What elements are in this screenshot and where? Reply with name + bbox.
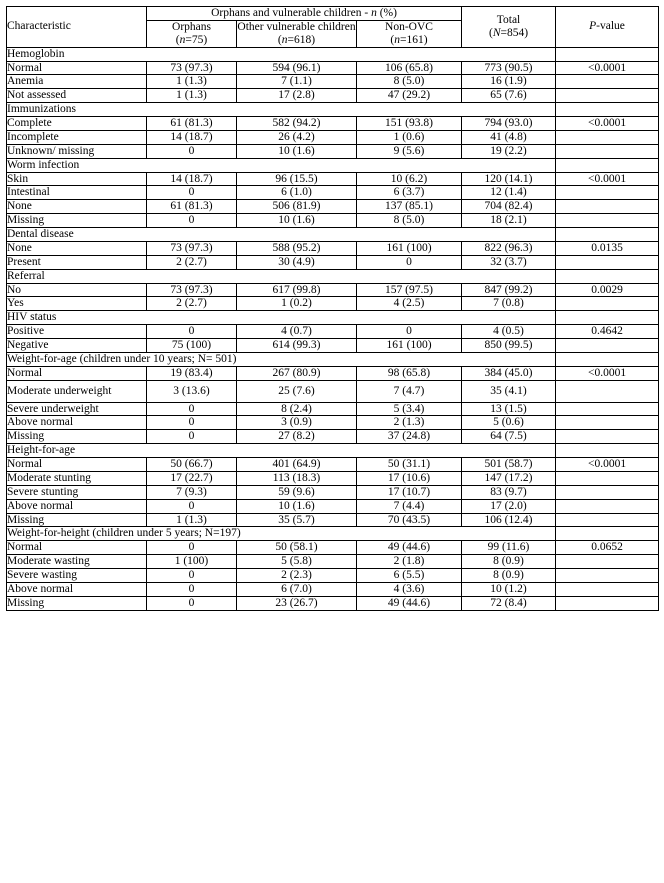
- cell-nonovc: 0: [357, 325, 462, 339]
- cell-orphans: 0: [147, 416, 237, 430]
- table-row: [7, 186, 659, 200]
- section-pvalue-spacer: [556, 527, 659, 541]
- section-title: Referral: [7, 269, 556, 283]
- table-row: [7, 569, 659, 583]
- header-col-nonovc: [357, 20, 462, 47]
- row-label: Normal: [7, 541, 147, 555]
- cell-total: 19 (2.2): [462, 144, 556, 158]
- header-total-line2: (N=854): [488, 26, 529, 39]
- cell-pvalue: [556, 214, 659, 228]
- cell-pvalue: [556, 430, 659, 444]
- cell-nonovc: 10 (6.2): [357, 172, 462, 186]
- cell-other: 10 (1.6): [237, 499, 357, 513]
- header-col-orphans-n-italic: n: [179, 33, 186, 46]
- cell-pvalue: [556, 582, 659, 596]
- table-row: [7, 555, 659, 569]
- header-col-nonovc-n-italic: n: [394, 33, 401, 46]
- header-col-orphans-n-value: =75): [185, 33, 208, 46]
- cell-total: 384 (45.0): [462, 366, 556, 380]
- cell-pvalue: [556, 89, 659, 103]
- section-header-row: [7, 444, 659, 458]
- row-label: Severe wasting: [7, 569, 147, 583]
- cell-orphans: 0: [147, 596, 237, 610]
- cell-pvalue: [556, 555, 659, 569]
- cell-orphans: 19 (83.4): [147, 366, 237, 380]
- cell-pvalue: <0.0001: [556, 117, 659, 131]
- cell-nonovc: 137 (85.1): [357, 200, 462, 214]
- cell-total: 147 (17.2): [462, 471, 556, 485]
- cell-pvalue: <0.0001: [556, 61, 659, 75]
- cell-total: 4 (0.5): [462, 325, 556, 339]
- table-row: [7, 430, 659, 444]
- cell-nonovc: 6 (3.7): [357, 186, 462, 200]
- cell-total: 13 (1.5): [462, 402, 556, 416]
- table-row: [7, 325, 659, 339]
- cell-nonovc: 17 (10.7): [357, 485, 462, 499]
- row-label: Yes: [7, 297, 147, 311]
- cell-orphans: 1 (1.3): [147, 75, 237, 89]
- cell-other: 26 (4.2): [237, 130, 357, 144]
- header-col-other-n-value: =618): [287, 33, 316, 46]
- cell-total: 773 (90.5): [462, 61, 556, 75]
- section-pvalue-spacer: [556, 444, 659, 458]
- cell-other: 2 (2.3): [237, 569, 357, 583]
- cell-nonovc: 7 (4.4): [357, 499, 462, 513]
- section-header-row: [7, 47, 659, 61]
- cell-orphans: 2 (2.7): [147, 255, 237, 269]
- cell-orphans: 17 (22.7): [147, 471, 237, 485]
- table-row: [7, 380, 659, 402]
- table-row: [7, 200, 659, 214]
- cell-nonovc: 4 (3.6): [357, 582, 462, 596]
- section-title: Height-for-age: [7, 444, 556, 458]
- table-row: [7, 61, 659, 75]
- cell-total: 83 (9.7): [462, 485, 556, 499]
- row-label: Missing: [7, 596, 147, 610]
- cell-orphans: 73 (97.3): [147, 283, 237, 297]
- cell-other: 6 (7.0): [237, 582, 357, 596]
- section-title: Dental disease: [7, 228, 556, 242]
- cell-pvalue: [556, 499, 659, 513]
- section-pvalue-spacer: [556, 352, 659, 366]
- cell-total: 8 (0.9): [462, 569, 556, 583]
- header-row-top: [7, 7, 659, 21]
- cell-nonovc: 4 (2.5): [357, 297, 462, 311]
- cell-other: 27 (8.2): [237, 430, 357, 444]
- table-row: [7, 297, 659, 311]
- cell-orphans: 1 (1.3): [147, 513, 237, 527]
- header-group-ovc: [147, 7, 462, 21]
- row-label: Present: [7, 255, 147, 269]
- table-row: [7, 144, 659, 158]
- cell-total: 35 (4.1): [462, 380, 556, 402]
- cell-other: 401 (64.9): [237, 458, 357, 472]
- cell-orphans: 14 (18.7): [147, 172, 237, 186]
- cell-orphans: 0: [147, 144, 237, 158]
- header-total-value: =854): [500, 26, 529, 39]
- cell-pvalue: [556, 596, 659, 610]
- table-row: [7, 416, 659, 430]
- cell-nonovc: 5 (3.4): [357, 402, 462, 416]
- header-characteristic: Characteristic: [7, 7, 147, 48]
- cell-orphans: 0: [147, 186, 237, 200]
- cell-orphans: 75 (100): [147, 339, 237, 353]
- section-pvalue-spacer: [556, 269, 659, 283]
- cell-nonovc: 157 (97.5): [357, 283, 462, 297]
- cell-orphans: 7 (9.3): [147, 485, 237, 499]
- section-pvalue-spacer: [556, 103, 659, 117]
- header-col-other-n: (n=618): [277, 33, 316, 46]
- row-label: None: [7, 200, 147, 214]
- cell-other: 10 (1.6): [237, 144, 357, 158]
- cell-total: 704 (82.4): [462, 200, 556, 214]
- row-label: Skin: [7, 172, 147, 186]
- cell-pvalue: [556, 416, 659, 430]
- cell-orphans: 0: [147, 325, 237, 339]
- table-row: [7, 255, 659, 269]
- row-label: No: [7, 283, 147, 297]
- cell-orphans: 0: [147, 569, 237, 583]
- row-label: Missing: [7, 430, 147, 444]
- cell-other: 7 (1.1): [237, 75, 357, 89]
- cell-total: 10 (1.2): [462, 582, 556, 596]
- cell-nonovc: 49 (44.6): [357, 541, 462, 555]
- cell-total: 8 (0.9): [462, 555, 556, 569]
- cell-orphans: 2 (2.7): [147, 297, 237, 311]
- cell-pvalue: [556, 402, 659, 416]
- cell-nonovc: 37 (24.8): [357, 430, 462, 444]
- cell-nonovc: 151 (93.8): [357, 117, 462, 131]
- row-label: Unknown/ missing: [7, 144, 147, 158]
- cell-pvalue: [556, 186, 659, 200]
- cell-orphans: 1 (100): [147, 555, 237, 569]
- cell-orphans: 73 (97.3): [147, 241, 237, 255]
- cell-nonovc: 8 (5.0): [357, 75, 462, 89]
- cell-pvalue: [556, 485, 659, 499]
- cell-other: 50 (58.1): [237, 541, 357, 555]
- table-row: [7, 283, 659, 297]
- cell-total: 99 (11.6): [462, 541, 556, 555]
- cell-nonovc: 9 (5.6): [357, 144, 462, 158]
- cell-total: 65 (7.6): [462, 89, 556, 103]
- cell-nonovc: 70 (43.5): [357, 513, 462, 527]
- cell-orphans: 73 (97.3): [147, 61, 237, 75]
- cell-other: 8 (2.4): [237, 402, 357, 416]
- row-label: Normal: [7, 366, 147, 380]
- cell-nonovc: 7 (4.7): [357, 380, 462, 402]
- cell-pvalue: [556, 380, 659, 402]
- cell-orphans: 0: [147, 214, 237, 228]
- cell-other: 30 (4.9): [237, 255, 357, 269]
- header-pvalue-rest: -value: [596, 20, 625, 33]
- cell-other: 59 (9.6): [237, 485, 357, 499]
- table-row: [7, 117, 659, 131]
- cell-nonovc: 106 (65.8): [357, 61, 462, 75]
- cell-other: 96 (15.5): [237, 172, 357, 186]
- table-row: [7, 499, 659, 513]
- section-header-row: [7, 158, 659, 172]
- cell-other: 10 (1.6): [237, 214, 357, 228]
- cell-orphans: 0: [147, 582, 237, 596]
- row-label: Negative: [7, 339, 147, 353]
- cell-orphans: 1 (1.3): [147, 89, 237, 103]
- cell-nonovc: 0: [357, 255, 462, 269]
- cell-pvalue: <0.0001: [556, 172, 659, 186]
- table-row: [7, 582, 659, 596]
- row-label: Above normal: [7, 416, 147, 430]
- cell-pvalue: <0.0001: [556, 366, 659, 380]
- table-header: [7, 7, 659, 48]
- header-pvalue-p: P: [589, 20, 597, 33]
- cell-nonovc: 8 (5.0): [357, 214, 462, 228]
- row-label: Normal: [7, 458, 147, 472]
- row-label: Anemia: [7, 75, 147, 89]
- cell-other: 614 (99.3): [237, 339, 357, 353]
- cell-total: 120 (14.1): [462, 172, 556, 186]
- table-row: [7, 172, 659, 186]
- cell-nonovc: 161 (100): [357, 339, 462, 353]
- section-header-row: [7, 103, 659, 117]
- table-row: [7, 214, 659, 228]
- cell-pvalue: <0.0001: [556, 458, 659, 472]
- cell-pvalue: [556, 75, 659, 89]
- row-label: Not assessed: [7, 89, 147, 103]
- row-label: Intestinal: [7, 186, 147, 200]
- cell-other: 3 (0.9): [237, 416, 357, 430]
- cell-total: 106 (12.4): [462, 513, 556, 527]
- row-label: Severe underweight: [7, 402, 147, 416]
- section-pvalue-spacer: [556, 228, 659, 242]
- cell-total: 501 (58.7): [462, 458, 556, 472]
- cell-nonovc: 161 (100): [357, 241, 462, 255]
- table-row: [7, 513, 659, 527]
- row-label: Missing: [7, 513, 147, 527]
- cell-total: 18 (2.1): [462, 214, 556, 228]
- header-total-line1: Total: [496, 13, 521, 26]
- table-row: [7, 339, 659, 353]
- cell-other: 617 (99.8): [237, 283, 357, 297]
- section-pvalue-spacer: [556, 158, 659, 172]
- section-pvalue-spacer: [556, 311, 659, 325]
- cell-pvalue: [556, 297, 659, 311]
- cell-pvalue: 0.4642: [556, 325, 659, 339]
- cell-orphans: 14 (18.7): [147, 130, 237, 144]
- cell-other: 588 (95.2): [237, 241, 357, 255]
- table-row: [7, 541, 659, 555]
- table-row: [7, 458, 659, 472]
- section-title: Hemoglobin: [7, 47, 556, 61]
- cell-other: 23 (26.7): [237, 596, 357, 610]
- cell-pvalue: 0.0029: [556, 283, 659, 297]
- section-title: Weight-for-height (children under 5 years; N=197): [7, 527, 556, 541]
- cell-nonovc: 1 (0.6): [357, 130, 462, 144]
- cell-orphans: 61 (81.3): [147, 200, 237, 214]
- cell-other: 1 (0.2): [237, 297, 357, 311]
- cell-nonovc: 47 (29.2): [357, 89, 462, 103]
- cell-other: 506 (81.9): [237, 200, 357, 214]
- cell-other: 35 (5.7): [237, 513, 357, 527]
- row-label: Normal: [7, 61, 147, 75]
- row-label: Above normal: [7, 499, 147, 513]
- cell-nonovc: 2 (1.8): [357, 555, 462, 569]
- section-header-row: [7, 228, 659, 242]
- section-header-row: [7, 527, 659, 541]
- cell-nonovc: 17 (10.6): [357, 471, 462, 485]
- cell-orphans: 0: [147, 541, 237, 555]
- cell-pvalue: [556, 471, 659, 485]
- table-row: [7, 130, 659, 144]
- row-label: Positive: [7, 325, 147, 339]
- cell-other: 4 (0.7): [237, 325, 357, 339]
- cell-nonovc: 49 (44.6): [357, 596, 462, 610]
- cell-total: 72 (8.4): [462, 596, 556, 610]
- cell-other: 5 (5.8): [237, 555, 357, 569]
- cell-total: 822 (96.3): [462, 241, 556, 255]
- table-row: [7, 89, 659, 103]
- cell-total: 41 (4.8): [462, 130, 556, 144]
- header-col-orphans-n: (n=75): [175, 33, 208, 46]
- cell-pvalue: [556, 130, 659, 144]
- cell-pvalue: [556, 339, 659, 353]
- section-title: Weight-for-age (children under 10 years; N= 501): [7, 352, 556, 366]
- header-group-ovc-text1: Orphans and vulnerable children -: [211, 7, 372, 19]
- cell-other: 113 (18.3): [237, 471, 357, 485]
- section-header-row: [7, 352, 659, 366]
- header-col-orphans-label: Orphans: [172, 20, 211, 33]
- cell-pvalue: 0.0135: [556, 241, 659, 255]
- section-title: Worm infection: [7, 158, 556, 172]
- row-label: Severe stunting: [7, 485, 147, 499]
- header-group-ovc-n: n: [371, 7, 377, 19]
- row-label: Moderate underweight: [7, 380, 147, 402]
- cell-total: 7 (0.8): [462, 297, 556, 311]
- row-label: Incomplete: [7, 130, 147, 144]
- cell-pvalue: [556, 200, 659, 214]
- cell-other: 582 (94.2): [237, 117, 357, 131]
- cell-orphans: 0: [147, 430, 237, 444]
- header-group-ovc-text2: (%): [376, 7, 397, 19]
- cell-orphans: 3 (13.6): [147, 380, 237, 402]
- row-label: Above normal: [7, 582, 147, 596]
- cell-total: 32 (3.7): [462, 255, 556, 269]
- cell-pvalue: [556, 255, 659, 269]
- cell-total: 794 (93.0): [462, 117, 556, 131]
- row-label: Moderate wasting: [7, 555, 147, 569]
- cell-other: 25 (7.6): [237, 380, 357, 402]
- row-label: Missing: [7, 214, 147, 228]
- header-total: [462, 7, 556, 48]
- section-header-row: [7, 311, 659, 325]
- row-label: Complete: [7, 117, 147, 131]
- cell-pvalue: [556, 513, 659, 527]
- header-col-other: [237, 20, 357, 47]
- header-total-n: N: [492, 26, 501, 39]
- statistics-table: [6, 6, 659, 611]
- cell-pvalue: [556, 144, 659, 158]
- section-title: Immunizations: [7, 103, 556, 117]
- cell-pvalue: [556, 569, 659, 583]
- section-pvalue-spacer: [556, 47, 659, 61]
- cell-pvalue: 0.0652: [556, 541, 659, 555]
- table-body: [7, 47, 659, 610]
- header-col-other-label: Other vulnerable children: [237, 20, 356, 33]
- table-row: [7, 366, 659, 380]
- cell-total: 16 (1.9): [462, 75, 556, 89]
- cell-total: 17 (2.0): [462, 499, 556, 513]
- cell-orphans: 61 (81.3): [147, 117, 237, 131]
- header-col-other-n-italic: n: [281, 33, 288, 46]
- cell-other: 267 (80.9): [237, 366, 357, 380]
- header-col-nonovc-n-value: =161): [400, 33, 428, 46]
- cell-total: 12 (1.4): [462, 186, 556, 200]
- cell-orphans: 0: [147, 499, 237, 513]
- header-col-orphans: [147, 20, 237, 47]
- header-col-nonovc-label: Non-OVC: [385, 20, 433, 33]
- cell-nonovc: 98 (65.8): [357, 366, 462, 380]
- table-row: [7, 485, 659, 499]
- cell-nonovc: 2 (1.3): [357, 416, 462, 430]
- cell-total: 64 (7.5): [462, 430, 556, 444]
- table-row: [7, 471, 659, 485]
- section-header-row: [7, 269, 659, 283]
- row-label: Moderate stunting: [7, 471, 147, 485]
- cell-other: 17 (2.8): [237, 89, 357, 103]
- cell-total: 847 (99.2): [462, 283, 556, 297]
- header-pvalue: [556, 7, 659, 48]
- section-title: HIV status: [7, 311, 556, 325]
- row-label: None: [7, 241, 147, 255]
- cell-orphans: 0: [147, 402, 237, 416]
- cell-orphans: 50 (66.7): [147, 458, 237, 472]
- cell-other: 594 (96.1): [237, 61, 357, 75]
- table-row: [7, 402, 659, 416]
- cell-other: 6 (1.0): [237, 186, 357, 200]
- table-row: [7, 241, 659, 255]
- table-row: [7, 596, 659, 610]
- cell-total: 850 (99.5): [462, 339, 556, 353]
- header-col-nonovc-n: (n=161): [390, 33, 428, 46]
- table-row: [7, 75, 659, 89]
- cell-nonovc: 50 (31.1): [357, 458, 462, 472]
- cell-nonovc: 6 (5.5): [357, 569, 462, 583]
- cell-total: 5 (0.6): [462, 416, 556, 430]
